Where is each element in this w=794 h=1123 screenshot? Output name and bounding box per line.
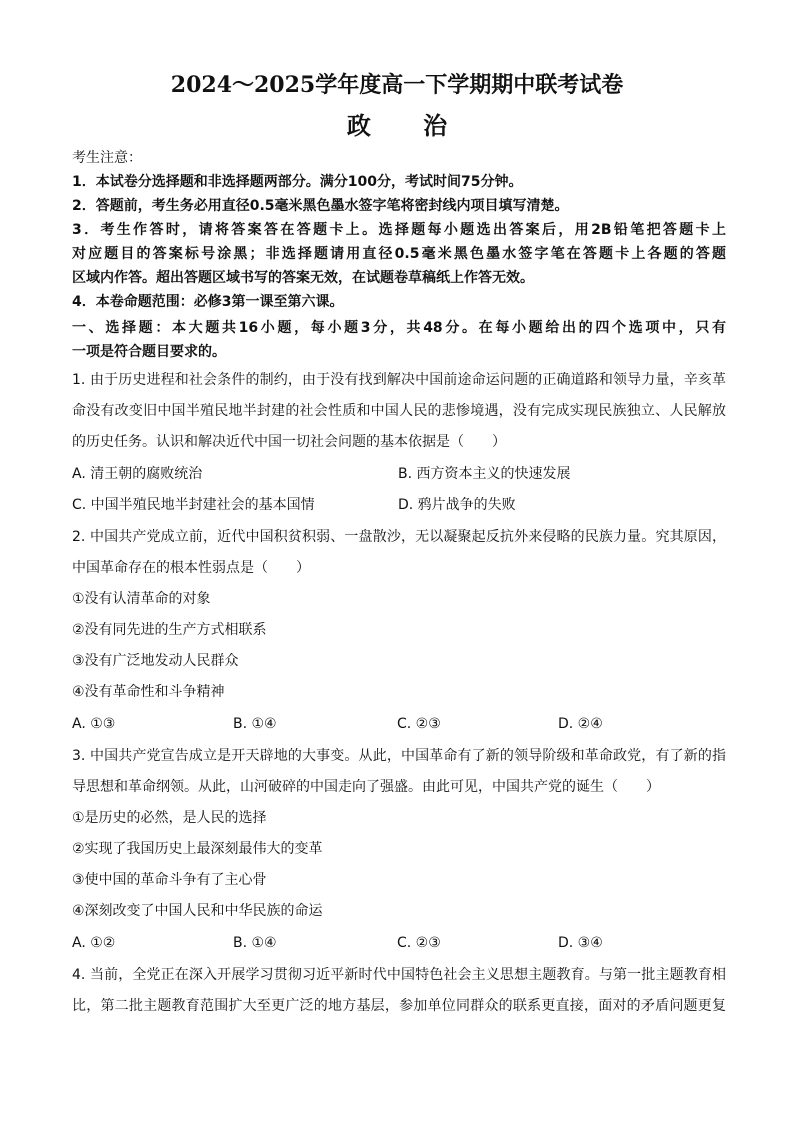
q2-statement-1: ①没有认清革命的对象 [72,591,211,607]
q3-statement-2: ②实现了我国历史上最深刻最伟大的变革 [72,841,323,857]
q3-option-c: C. ②③ [397,935,441,951]
q2-statement-2: ②没有同先进的生产方式相联系 [72,622,267,638]
q3-option-a: A. ①② [72,935,116,951]
q1-option-c: C. 中国半殖民地半封建社会的基本国情 [72,497,315,513]
notice-item-3-line-1: 3．考生作答时，请将答案答在答题卡上。选择题每小题选出答案后，用2B铅笔把答题卡上 [72,222,726,238]
q1-stem-line-1: 1. 由于历史进程和社会条件的制约，由于没有找到解决中国前途命运问题的正确道路和领导力量，辛亥革 [72,372,726,388]
q3-option-b: B. ①④ [233,935,277,951]
exam-title: 2024～2025学年度高一下学期期中联考试卷 [170,72,624,98]
notice-item-3-line-2: 对应题目的答案标号涂黑；非选择题请用直径0.5毫米黑色墨水签字笔在答题卡上各题的答题 [72,246,726,262]
q2-option-a: A. ①③ [72,716,116,732]
q1-stem-line-2: 命没有改变旧中国半殖民地半封建的社会性质和中国人民的悲惨境遇，没有完成实现民族独立、人民解放 [72,403,726,419]
q1-stem-line-3: 的历史任务。认识和解决近代中国一切社会问题的基本依据是（ ） [72,434,506,450]
notice-item-1: 1．本试卷分选择题和非选择题两部分。满分100分，考试时间75分钟。 [72,174,523,190]
q3-stem-line-1: 3. 中国共产党宣告成立是开天辟地的大事变。从此，中国革命有了新的领导阶级和革命政党，有了新的指 [72,748,726,764]
q1-option-d: D. 鸦片战争的失败 [398,497,516,513]
q2-option-d: D. ②④ [558,716,603,732]
q3-statement-1: ①是历史的必然，是人民的选择 [72,810,267,826]
notice-item-4: 4．本卷命题范围：必修3第一课至第六课。 [72,294,344,310]
notice-heading: 考生注意： [72,150,142,166]
q1-option-a: A. 清王朝的腐败统治 [72,466,203,482]
notice-item-2: 2．答题前，考生务必用直径0.5毫米黑色墨水签字笔将密封线内项目填写清楚。 [72,198,569,214]
q3-option-d: D. ③④ [558,935,603,951]
q2-option-b: B. ①④ [233,716,277,732]
q2-statement-3: ③没有广泛地发动人民群众 [72,653,239,669]
section-heading-line-2: 一项是符合题目要求的。 [72,344,226,360]
q4-stem-line-1: 4. 当前，全党正在深入开展学习贯彻习近平新时代中国特色社会主义思想主题教育。与第一批主题教育相 [72,967,726,983]
q2-stem-line-2: 中国革命存在的根本性弱点是（ ） [72,560,310,576]
notice-item-3-line-3: 区域内作答。超出答题区域书写的答案无效，在试题卷草稿纸上作答无效。 [72,270,534,286]
q3-statement-4: ④深刻改变了中国人民和中华民族的命运 [72,903,323,919]
q3-statement-3: ③使中国的革命斗争有了主心骨 [72,872,267,888]
q3-stem-line-2: 导思想和革命纲领。从此，山河破碎的中国走向了强盛。由此可见，中国共产党的诞生（ ） [72,779,660,795]
q1-option-b: B. 西方资本主义的快速发展 [398,466,571,482]
q2-option-c: C. ②③ [397,716,441,732]
q2-statement-4: ④没有革命性和斗争精神 [72,684,225,700]
section-heading-line-1: 一、选择题：本大题共16小题，每小题3分，共48分。在每小题给出的四个选项中，只有 [72,320,726,336]
subject-title: 政 治 [346,111,470,140]
q2-stem-line-1: 2. 中国共产党成立前，近代中国积贫积弱、一盘散沙，无以凝聚起反抗外来侵略的民族力量。究其原因， [72,529,726,545]
q4-stem-line-2: 比，第二批主题教育范围扩大至更广泛的地方基层，参加单位同群众的联系更直接，面对的矛盾问题更复 [72,998,726,1014]
